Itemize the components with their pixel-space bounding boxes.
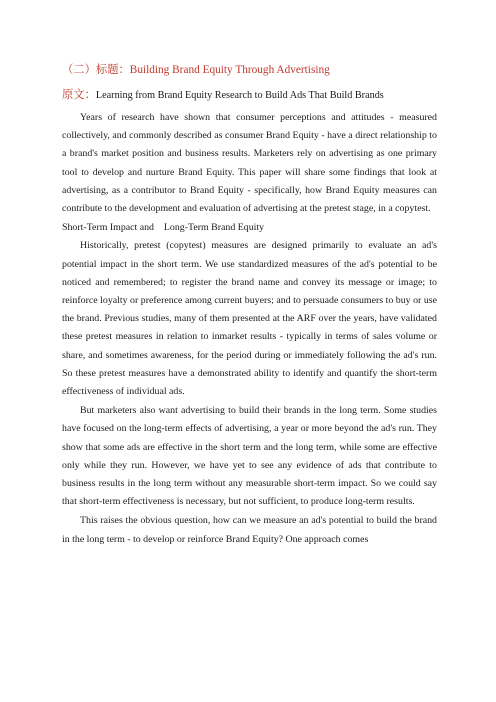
document-page: [62, 62, 437, 550]
source-line: [62, 88, 437, 103]
source-text: Learning from Brand Equity Research to Build Ads That Build Brands: [95, 90, 384, 101]
paragraph-4: This raises the obvious question, how can we measure an ad's potential to build the brand in the long term - to develop or reinforce Brand Equity? One approach comes: [62, 515, 437, 545]
paragraph-2: Historically, pretest (copytest) measures are designed primarily to evaluate an ad's potential impact in the short term. We use standardized measures of the ad's potential to be noticed and remembered; to register the brand name and convey its message or image; to reinforce loyalty or preference among current buyers; and to persuade consumers to buy or use the brand. Previous studies, many of them presented at the ARF over the years, have validated these pretest measures in relation to inmarket results - typically in terms of sales volume or share, and sometimes awareness, for the period during or immediately following the ad's run. So these pretest measures have a demonstrated ability to identify and quantify the short-term effectiveness of individual ads.: [62, 240, 437, 398]
document-title: （二）标题：Building Brand Equity Through Advertising: [62, 64, 330, 76]
paragraph-1: Years of research have shown that consumer perceptions and attitudes - measured collectively, and commonly described as consumer Brand Equity - have a direct relationship to a brand's market position and business results. Marketers rely on advertising as one primary tool to develop and nurture Brand Equity. This paper will share some findings that look at advertising, as a contributor to Brand Equity - specifically, how Brand Equity measures can contribute to the development and evaluation of advertising at the pretest stage, in a copytest.: [62, 112, 437, 215]
section-heading: Short-Term Impact and Long-Term Brand Equity: [62, 222, 265, 234]
paragraph-3: But marketers also want advertising to build their brands in the long term. Some studies have focused on the long-term effects of advertising, a year or more beyond the ad's run. They show that some ads are effective in the short term and the long term, while some are effective only while they run. However, we have yet to see any evidence of ads that contribute to business results in the long term without any measurable short-term impact. So we could say that short-term effectiveness is necessary, but not sufficient, to produce long-term results.: [62, 405, 437, 508]
source-label: 原文：: [62, 89, 96, 101]
